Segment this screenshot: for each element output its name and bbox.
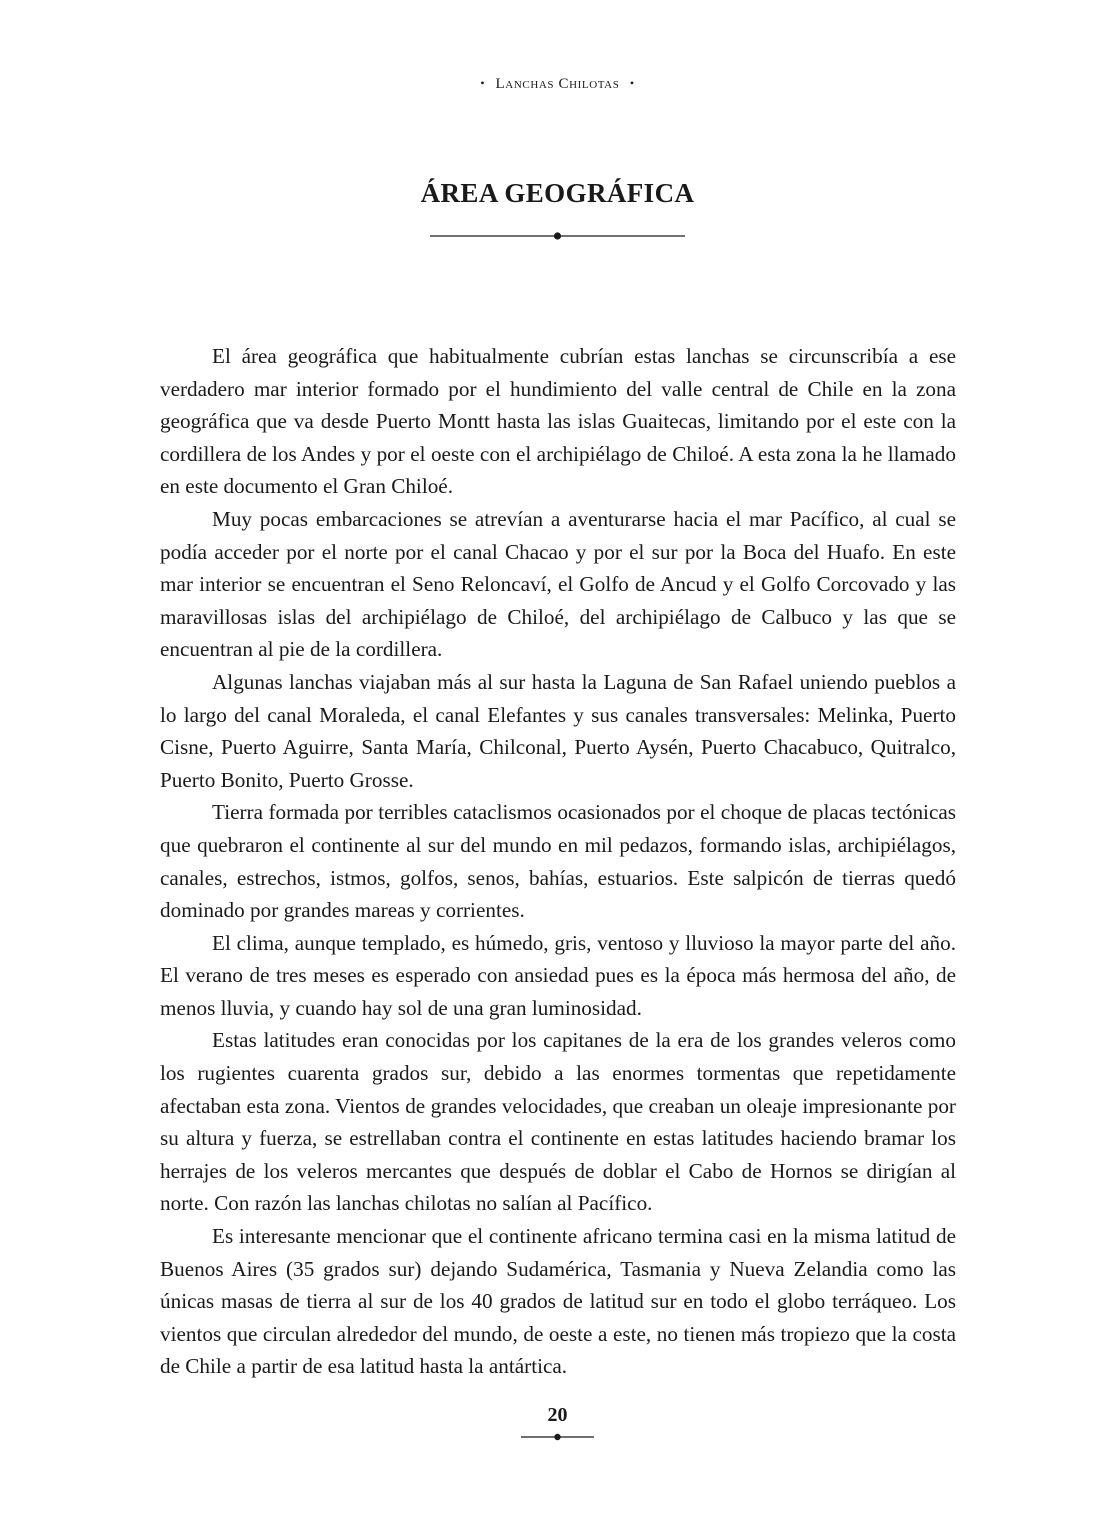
paragraph-7: Es interesante mencionar que el continente africano termina casi en la misma latitud de Buenos Aires (35 grados sur) dejando Sudamérica, Tasmania y Nueva Zelandia como las únicas masas de tierra al sur de los 40 grados de latitud sur en todo el globo terráqueo. Los vientos que circulan alrededor del mundo, de oeste a este, no tienen más tropiezo que la costa de Chile a partir de esa latitud hasta la antártica. [160, 1224, 956, 1379]
running-head [0, 73, 1115, 94]
paragraph-1: El área geográfica que habitualmente cubrían estas lanchas se circunscribía a ese verdadero mar interior formado por el hundimiento del valle central de Chile en la zona geográfica que va desde Puerto Montt hasta las islas Guaitecas, limitando por el este con la cordillera de los Andes y por el oeste con el archipiélago de Chiloé. A esta zona la he llamado en este documento el Gran Chiloé. [160, 344, 956, 499]
paragraph-5: El clima, aunque templado, es húmedo, gris, ventoso y lluvioso la mayor parte del año. El verano de tres meses es esperado con ansiedad pues es la época más hermosa del año, de menos lluvia, y cuando hay sol de una gran luminosidad. [160, 930, 956, 1020]
page-number-ornament-rule [521, 1432, 594, 1442]
paragraph-3: Algunas lanchas viajaban más al sur hasta la Laguna de San Rafael uniendo pueblos a lo largo del canal Moraleda, el canal Elefantes y sus canales transversales: Melinka, Puerto Cisne, Puerto Aguirre, Santa María, Chilconal, Puerto Aysén, Puerto Chacabuco, Quitralco, Puerto Bonito, Puerto Grosse. [160, 669, 956, 792]
title-ornament-rule [430, 230, 685, 242]
paragraph-6: Estas latitudes eran conocidas por los capitanes de la era de los grandes veleros como los rugientes cuarenta grados sur, debido a las enormes tormentas que repetidamente afectaban esta zona. Vientos de grandes velocidades, que creaban un oleaje impresionante por su altura y fuerza, se estrellaban contra el continente en estas latitudes haciendo bramar los herrajes de los veleros mercantes que después de doblar el Cabo de Hornos se dirigían al norte. Con razón las lanchas chilotas no salían al Pacífico. [160, 1028, 956, 1216]
paragraph-4: Tierra formada por terribles cataclismos ocasionados por el choque de placas tectónicas que quebraron el continente al sur del mundo en mil pedazos, formando islas, archipiélagos, canales, estrechos, istmos, golfos, senos, bahías, estuarios. Este salpicón de tierras quedó dominado por grandes mareas y corrientes. [160, 800, 956, 923]
running-head-text: Lanchas Chilotas [495, 76, 620, 92]
body-text [160, 340, 956, 1383]
running-head-bullet-left: • [480, 76, 486, 90]
running-head-bullet-right: • [629, 76, 635, 90]
page-number: 20 [547, 1404, 568, 1426]
paragraph-2: Muy pocas embarcaciones se atrevían a aventurarse hacia el mar Pacífico, al cual se podía acceder por el norte por el canal Chacao y por el sur por la Boca del Huafo. En este mar interior se encuentran el Seno Reloncaví, el Golfo de Ancud y el Golfo Corcovado y las maravillosas islas del archipiélago de Chiloé, del archipiélago de Calbuco y las que se encuentran al pie de la cordillera. [160, 506, 956, 662]
chapter-title: ÁREA GEOGRÁFICA [420, 178, 695, 208]
